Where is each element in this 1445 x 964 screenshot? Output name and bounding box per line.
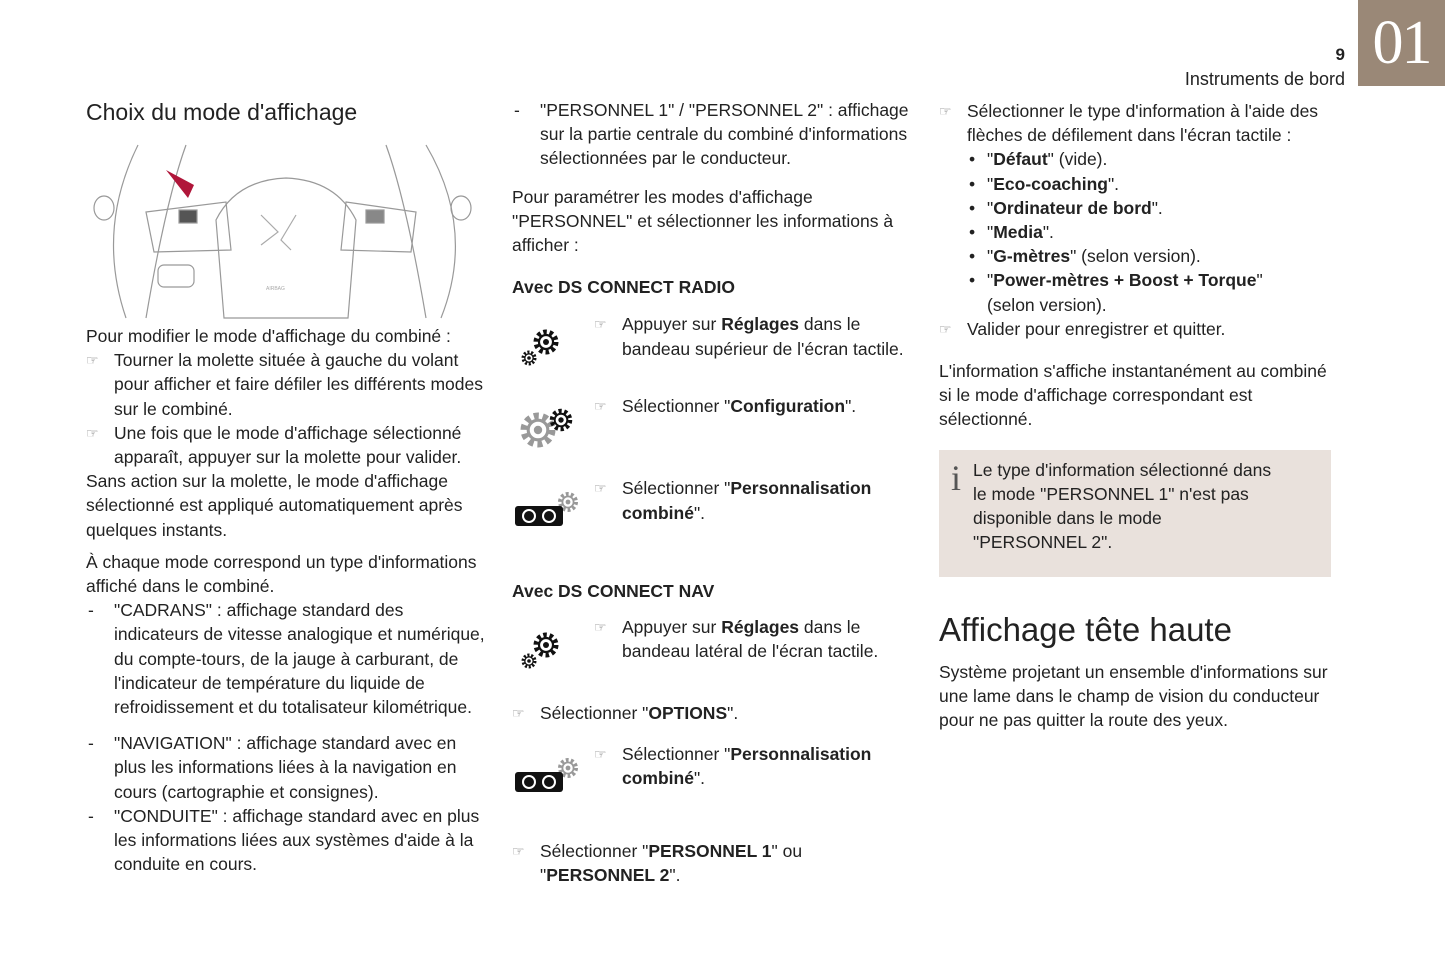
nav-step-1-row: [512, 615, 912, 701]
nav-step-4: ☞ Sélectionner "PERSONNEL 1" ou "PERSONNEL 2".: [512, 840, 803, 885]
chapter-tab: 01: [1358, 0, 1445, 86]
hud-text: Système projetant un ensemble d'informations sur une lame dans le champ de vision du conducteur pour ne pas quitter la route des yeux.: [939, 661, 1328, 731]
para-text: À chaque mode correspond un type d'informations affiché dans le combiné.: [86, 551, 477, 597]
nav-heading: Avec DS CONNECT NAV: [512, 581, 715, 602]
intro-text: Pour modifier le mode d'affichage du combiné :: [86, 326, 451, 346]
option-item: • "Défaut" (vide).: [969, 149, 1108, 170]
section-title: Choix du mode d'affichage: [86, 99, 358, 125]
cluster-personalisation-icon: [512, 488, 582, 530]
hand-icon: ☞: [86, 424, 99, 441]
options-list: [939, 147, 1339, 316]
radio-step-2: ☞ Sélectionner "Configuration".: [594, 396, 857, 417]
nav-step-2: ☞ Sélectionner "OPTIONS".: [512, 702, 739, 723]
para-text: Pour paramétrer les modes d'affichage "PERSONNEL" et sélectionner les informations à afficher :: [512, 186, 894, 256]
hud-title: Affichage tête haute: [939, 610, 1232, 648]
nav-step-1: ☞ Appuyer sur Réglages dans le bandeau latéral de l'écran tactile.: [594, 616, 879, 661]
nav-step-3: ☞ Sélectionner "Personnalisation combiné".: [594, 743, 872, 788]
radio-heading: Avec DS CONNECT RADIO: [512, 277, 735, 298]
settings-gears-icon: [518, 324, 566, 370]
option-item: • "Eco-coaching".: [969, 173, 1120, 194]
para-text: L'information s'affiche instantanément au combiné si le mode d'affichage correspondant est sélectionné.: [939, 361, 1327, 430]
info-box: i Le type d'information sélectionné dans le mode "PERSONNEL 1" n'est pas disponible dans le mode "PERSONNEL 2".: [939, 450, 1331, 577]
radio-step-3: ☞ Sélectionner "Personnalisation combiné".: [594, 478, 872, 523]
mode-item: - "CADRANS" : affichage standard des indicateurs de vitesse analogique et numérique, du compte-tours, de la jauge à carburant, de l'indicateur de température du liquide de refroidissement et du totalisateur kilométrique.: [88, 600, 485, 718]
option-item: • "Ordinateur de bord".: [969, 197, 1163, 218]
select-step: ☞ Sélectionner le type d'information à l'aide des flèches de défilement dans l'écran tactile :: [939, 101, 1319, 146]
mode-item: - "NAVIGATION" : affichage standard avec en plus les informations liées à la navigation en cours (cartographie et consignes).: [88, 733, 457, 802]
steering-wheel-illustration: [86, 140, 486, 320]
mode-item: - "PERSONNEL 1" / "PERSONNEL 2" : affichage sur la partie centrale du combiné d'informations sélectionnées par le conducteur.: [514, 100, 909, 169]
info-icon: i: [951, 457, 962, 498]
cluster-personalisation-icon: [512, 754, 582, 796]
radio-step-1-row: [512, 312, 912, 394]
option-item: • "G-mètres" (selon version).: [969, 246, 1201, 267]
settings-gears-icon: [518, 627, 566, 673]
mode-item: - "CONDUITE" : affichage standard avec en plus les informations liées aux systèmes d'aide à la conduite en cours.: [88, 805, 480, 875]
step-item: ☞ Une fois que le mode d'affichage sélectionné apparaît, appuyer sur la molette pour valider.: [86, 422, 462, 468]
note-text: Sans action sur la molette, le mode d'affichage sélectionné est appliqué automatiquement après quelques instants.: [86, 471, 463, 540]
configuration-gears-icon: [518, 406, 574, 452]
hand-icon: ☞: [86, 352, 99, 369]
nav-step-3-row: [512, 742, 912, 839]
radio-step-1: ☞ Appuyer sur Réglages dans le bandeau supérieur de l'écran tactile.: [594, 314, 904, 359]
option-item: • "Power-mètres + Boost + Torque" (selon version).: [969, 270, 1263, 315]
radio-step-3-row: [512, 476, 912, 579]
option-item: • "Media".: [969, 222, 1054, 243]
chapter-title: Instruments de bord: [1184, 69, 1345, 89]
step-item: ☞ Tourner la molette située à gauche du volant pour afficher et faire défiler les différents modes sur le combiné.: [86, 350, 483, 419]
radio-step-2-row: [512, 394, 912, 476]
airbag-label: AIRBAG: [266, 286, 285, 292]
page-number: 9: [1335, 45, 1345, 64]
validate-step: ☞ Valider pour enregistrer et quitter.: [939, 318, 1226, 339]
